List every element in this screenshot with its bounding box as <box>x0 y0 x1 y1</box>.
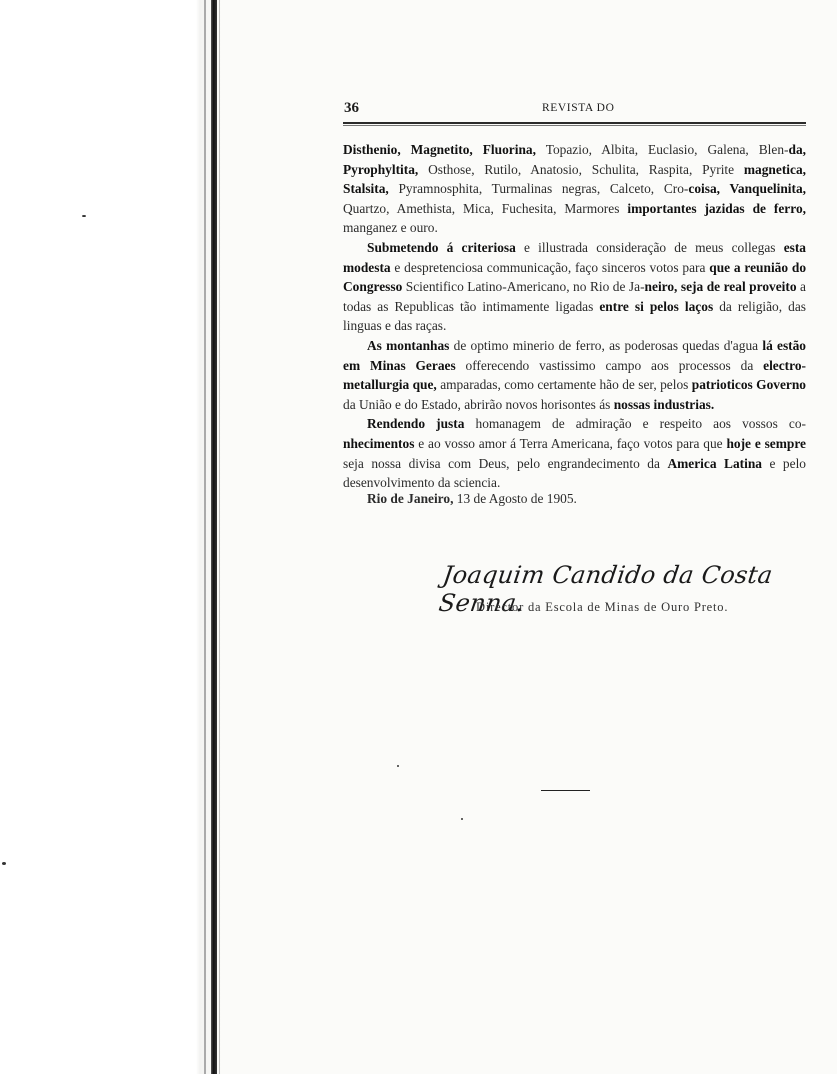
bold-text: esta modesta <box>343 239 806 275</box>
text-run: manganez e ouro. <box>343 220 438 236</box>
bold-text: neiro, seja de real proveito <box>644 279 797 295</box>
text-run: Topazio, Albita, Euclasio, Galena, Blen- <box>535 142 789 157</box>
paragraph <box>343 238 806 336</box>
text-run: e despretenciosa communicação, faço sinceros votos para <box>390 259 710 275</box>
bold-text: Disthenio, Magnetito, Fluorina, <box>343 142 536 157</box>
bold-text: que a reunião do Congresso <box>343 259 807 295</box>
bold-text: Submetendo á criteriosa <box>367 239 516 255</box>
bold-text: da, Pyrophyltita, <box>343 142 806 177</box>
header-rule <box>343 125 806 126</box>
text-run: Pyramnosphita, Turmalinas negras, Calceto, Cro- <box>388 181 689 197</box>
bold-text: electro-metallurgia que, <box>343 357 806 393</box>
bold-text: As montanhas <box>367 337 450 353</box>
text-run: amparadas, como certamente hão de ser, pelos <box>436 377 692 393</box>
text-run: seja nossa divisa com Deus, pelo engrandecimento da <box>343 455 668 471</box>
signature: Joaquim Candido da Costa Senna. <box>437 561 775 617</box>
bold-text: nhecimentos <box>343 435 415 451</box>
text-run: e pelo desenvolvimento da sciencia. <box>343 455 806 491</box>
text-run: Scientifico Latino-Americano, no Rio de Ja- <box>402 279 645 295</box>
signatory-title: Director da Escola de Minas de Ouro Preto. <box>476 600 729 614</box>
bold-text: nossas industrias. <box>613 396 715 412</box>
paragraph <box>343 414 806 492</box>
closing-place: Rio de Janeiro, <box>367 491 454 506</box>
end-rule <box>541 790 590 791</box>
bold-text: entre si pelos laços <box>599 298 714 314</box>
text-run: e ao vosso amor á Terra Americana, faço votos para que <box>414 435 727 451</box>
text-run: Quartzo, Amethista, Mica, Fuchesita, Marmores <box>343 200 628 216</box>
scan-speck <box>397 765 399 767</box>
scan-speck <box>82 215 86 217</box>
text-run: da religião, das linguas e das raças. <box>343 298 806 334</box>
bold-text: magnetica, Stalsita, <box>343 161 806 197</box>
scan-speck <box>461 818 463 820</box>
text-run: da União e do Estado, abrirão novos horisontes ás <box>343 396 614 412</box>
bold-text: patrioticos Governo <box>691 377 806 393</box>
book-gutter <box>0 0 222 1074</box>
bold-text: importantes jazidas de ferro, <box>627 200 806 216</box>
closing-line <box>367 491 577 507</box>
bold-text: Rendendo justa <box>367 416 465 432</box>
book-spine <box>211 0 217 1074</box>
gutter-shadow <box>219 0 220 1074</box>
running-head: REVISTA DO <box>542 102 615 114</box>
scan-speck <box>2 862 6 865</box>
text-run: Osthose, Rutilo, Anatosio, Schulita, Raspita, Pyrite <box>418 161 744 177</box>
page-header <box>344 100 806 122</box>
gutter-shadow <box>204 0 206 1074</box>
bold-text: lá estão em Minas Geraes <box>343 337 807 373</box>
text-run: e illustrada consideração de meus collegas <box>515 239 784 255</box>
paragraph <box>343 140 806 238</box>
text-run: offerecendo vastissimo campo aos processos da <box>455 357 764 373</box>
bold-text: America Latina <box>667 455 762 471</box>
page-number: 36 <box>344 100 359 116</box>
article-body <box>343 140 806 493</box>
text-run: de optimo minerio de ferro, as poderosas quedas d'agua <box>449 337 763 353</box>
text-run: a todas as Republicas tão intimamente ligadas <box>343 279 806 314</box>
paragraph <box>343 336 806 414</box>
closing-date: 13 de Agosto de 1905. <box>453 491 577 506</box>
text-run: homanagem de admiração e respeito aos vossos co- <box>464 416 806 432</box>
bold-text: coisa, Vanquelinita, <box>688 181 807 197</box>
header-rule <box>343 122 806 124</box>
bold-text: hoje e sempre <box>726 435 806 451</box>
